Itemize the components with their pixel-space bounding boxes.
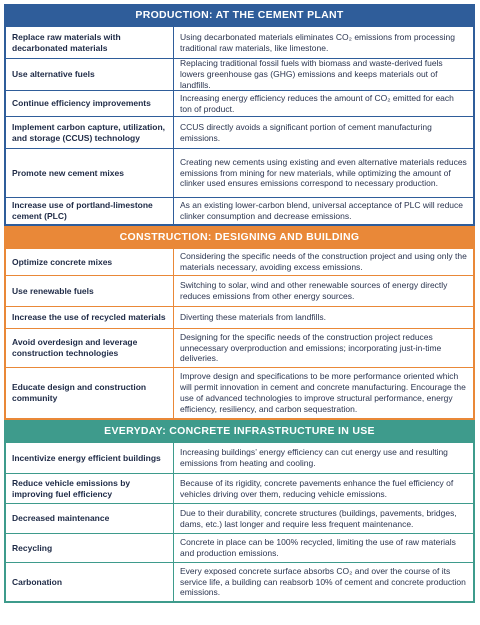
- table-row: [6, 90, 473, 116]
- table-row: [6, 533, 473, 562]
- table-row: [6, 26, 473, 58]
- table-row: [6, 562, 473, 601]
- table-row: [6, 275, 473, 306]
- table-row: [6, 58, 473, 90]
- row-label: Replace raw materials with decarbonated materials: [6, 27, 174, 58]
- table-row: [6, 197, 473, 224]
- section-title: EVERYDAY: CONCRETE INFRASTRUCTURE IN USE: [6, 420, 473, 442]
- table-row: [6, 248, 473, 275]
- row-text: Due to their durability, concrete structures (buildings, pavements, bridges, dams, etc.) last longer and require less frequent maintenance.: [180, 507, 457, 529]
- table-row: [6, 503, 473, 533]
- row-label: Promote new cement mixes: [6, 149, 174, 197]
- row-label: Increase use of portland-limestone cement (PLC): [6, 198, 174, 224]
- table-row: [6, 306, 473, 328]
- section-title: CONSTRUCTION: DESIGNING AND BUILDING: [6, 226, 473, 248]
- row-label: Use renewable fuels: [6, 276, 174, 306]
- row-label: Carbonation: [6, 563, 174, 601]
- row-text: Concrete in place can be 100% recycled, limiting the use of raw materials and production emissions.: [180, 537, 456, 558]
- row-text: Switching to solar, wind and other renewable sources of energy directly reduces emissions from other energy sources.: [180, 280, 448, 301]
- row-text: Designing for the specific needs of the construction project reduces unnecessary overproduction and emissions; incorporating just-in-time deliveries.: [180, 331, 442, 364]
- row-label: Optimize concrete mixes: [6, 249, 174, 275]
- row-text: Increasing buildings’ energy efficiency can cut energy use and resulting emissions from heating and cooling.: [180, 447, 448, 468]
- row-text: Because of its rigidity, concrete pavements enhance the fuel efficiency of vehicles driving over them, reducing vehicle emissions.: [180, 477, 454, 499]
- row-label: Continue efficiency improvements: [6, 91, 174, 116]
- row-text: Considering the specific needs of the construction project and using only the materials necessary, avoiding excess emissions.: [180, 251, 467, 272]
- row-label: Use alternative fuels: [6, 59, 174, 90]
- section-production: [4, 4, 475, 226]
- table-row: [6, 328, 473, 367]
- row-label: Recycling: [6, 534, 174, 562]
- section-title: PRODUCTION: AT THE CEMENT PLANT: [6, 4, 473, 26]
- row-text: Using decarbonated materials eliminates CO₂ emissions from processing traditional raw materials, like limestone.: [180, 31, 455, 53]
- row-text: Every exposed concrete surface absorbs CO₂ and over the course of its service life, a building can reabsorb 10% of cement and concrete production emissions.: [180, 565, 466, 598]
- row-label: Decreased maintenance: [6, 504, 174, 533]
- row-label: Avoid overdesign and leverage construction technologies: [6, 329, 174, 367]
- table-row: [6, 473, 473, 503]
- roadmap-table: [4, 4, 475, 620]
- row-label: Educate design and construction community: [6, 368, 174, 418]
- row-label: Reduce vehicle emissions by improving fuel efficiency: [6, 474, 174, 503]
- section-everyday: [4, 420, 475, 603]
- row-text: As an existing lower-carbon blend, universal acceptance of PLC will reduce clinker consumption and decrease emissions.: [180, 200, 464, 221]
- table-row: [6, 116, 473, 148]
- row-text: Improve design and specifications to be more performance oriented which will permit innovation in cement and concrete manufacturing. Encourage the use of advanced technologies to improve structural performance, energy efficiency, resiliency, and carbon sequestration.: [180, 371, 466, 414]
- table-row: [6, 442, 473, 473]
- row-label: Implement carbon capture, utilization, and storage (CCUS) technology: [6, 117, 174, 148]
- row-text: Diverting these materials from landfills.: [180, 312, 326, 323]
- row-text: Increasing energy efficiency reduces the amount of CO₂ emitted for each ton of product.: [180, 92, 454, 114]
- row-label: Increase the use of recycled materials: [6, 307, 174, 328]
- row-text: Creating new cements using existing and even alternative materials reduces emissions from mining for new materials, while optimizing the amount of clinker used ensures emissions correspond to necessary production.: [180, 156, 467, 189]
- row-label: Incentivize energy efficient buildings: [6, 443, 174, 473]
- row-text: CCUS directly avoids a significant portion of cement manufacturing emissions.: [180, 121, 432, 143]
- section-construction: [4, 226, 475, 420]
- table-row: [6, 148, 473, 197]
- row-text: Replacing traditional fossil fuels with biomass and waste-derived fuels lowers greenhouse gas (GHG) emissions and keeps materials out of landfills.: [180, 58, 443, 90]
- table-row: [6, 367, 473, 418]
